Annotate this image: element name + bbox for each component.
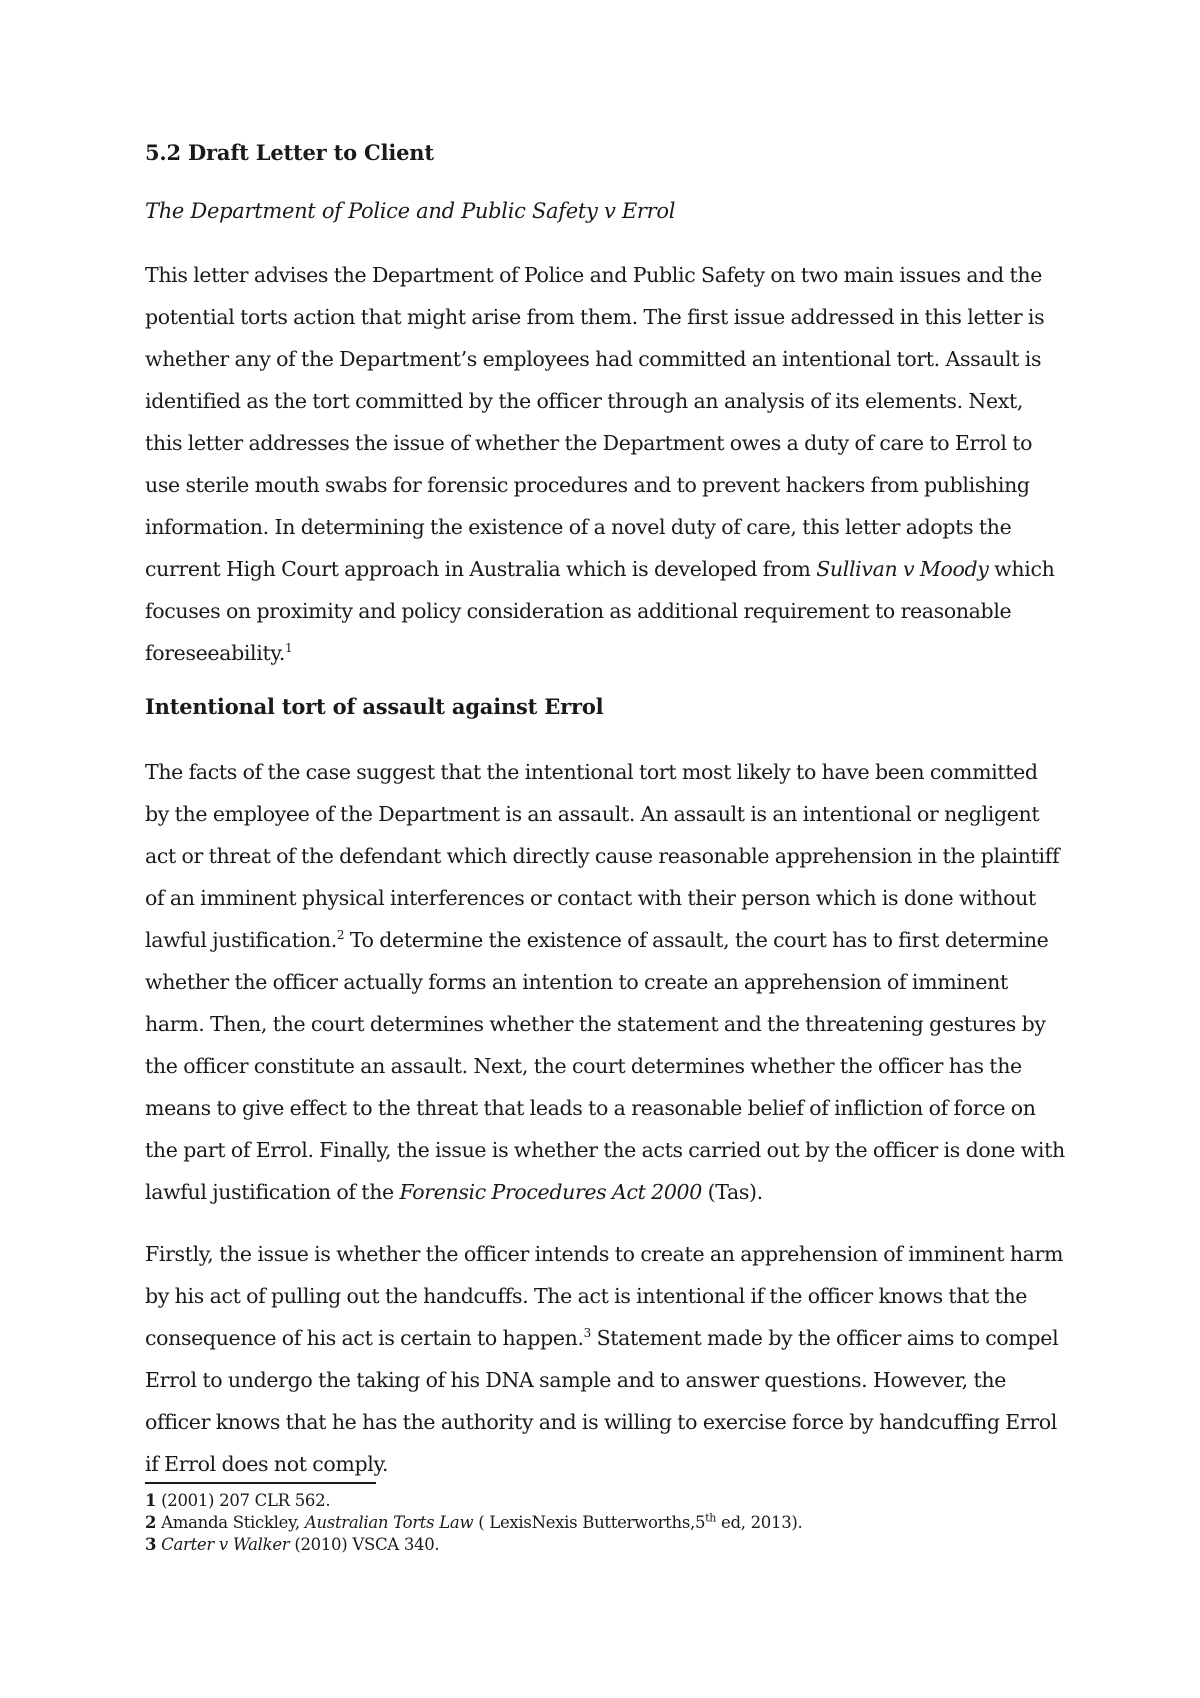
firstly-text-1: Firstly, the issue is whether the officer intends to create an apprehension of imminent harm by his act of pulling out the handcuffs. The act is intentional if the officer knows that the consequence of his act is certain to happen. — [145, 1242, 1064, 1350]
footnote-3 — [145, 1534, 1065, 1556]
footnote-text: (2001) 207 CLR 562. — [156, 1491, 331, 1510]
footnote-ref-2: 2 — [336, 928, 345, 943]
assault-text-2: To determine the existence of assault, the court has to first determine whether the officer actually forms an intention to create an apprehension of imminent harm. Then, the court determines whether the statement and the threatening gestures by the officer constitute an assault. Next, the court determines whether the officer has the means to give effect to the threat that leads to a reasonable belief of infliction of force on the part of Errol. Finally, the issue is whether the acts carried out by the officer is done with lawful justification of the — [145, 928, 1065, 1204]
footnote-ref-1: 1 — [285, 641, 293, 656]
firstly-text-2: Statement made by the officer aims to compel Errol to undergo the taking of his DNA sample and to answer questions. However, the officer knows that he has the authority and is willing to exercise force by handcuffing Errol if Errol does not comply. — [145, 1326, 1059, 1476]
footnote-number: 2 — [145, 1513, 157, 1532]
footnote-case-name: Carter v Walker — [161, 1535, 290, 1554]
document-subtitle: The Department of Police and Public Safety v Errol — [145, 199, 676, 223]
intro-text-2: which focuses on proximity and policy consideration as additional requirement to reasonable foreseeability. — [145, 557, 1055, 665]
footnote-text: (2010) VSCA 340. — [289, 1535, 440, 1554]
footnote-1 — [145, 1490, 1065, 1512]
footnote-number: 1 — [145, 1491, 157, 1510]
assault-paragraph — [145, 751, 1065, 1213]
firstly-paragraph — [145, 1233, 1065, 1485]
footnote-number: 3 — [145, 1535, 157, 1554]
act-name-forensic: Forensic Procedures Act 2000 — [399, 1180, 702, 1204]
assault-text-3: (Tas). — [701, 1180, 763, 1204]
assault-text-1: The facts of the case suggest that the intentional tort most likely to have been committed by the employee of the Department is an assault. An assault is an intentional or negligent act or threat of the defendant which directly cause reasonable apprehension in the plaintiff of an imminent physical interferences or contact with their person which is done without lawful justification. — [145, 760, 1060, 952]
document-title: 5.2 Draft Letter to Client — [145, 140, 434, 165]
footnote-divider — [145, 1482, 376, 1484]
case-name-sullivan: Sullivan v Moody — [816, 557, 989, 581]
footnote-book-title: Australian Torts Law — [304, 1513, 474, 1532]
footnote-text: ed, 2013). — [716, 1513, 803, 1532]
footnote-text: Amanda Stickley, — [156, 1513, 305, 1532]
intro-text-1: This letter advises the Department of Police and Public Safety on two main issues and the potential torts action that might arise from them. The first issue addressed in this letter is whether any of the Department’s employees had committed an intentional tort. Assault is identified as the tort committed by the officer through an analysis of its elements. Next, this letter addresses the issue of whether the Department owes a duty of care to Errol to use sterile mouth swabs for forensic procedures and to prevent hackers from publishing information. In determining the existence of a novel duty of care, this letter adopts the current High Court approach in Australia which is developed from — [145, 263, 1045, 581]
document-page — [145, 140, 1065, 1505]
section-heading-assault: Intentional tort of assault against Errol — [145, 694, 604, 719]
footnote-2 — [145, 1512, 1065, 1534]
intro-paragraph — [145, 254, 1065, 674]
footnote-superscript: th — [705, 1511, 717, 1525]
footnote-ref-3: 3 — [583, 1326, 591, 1341]
footnotes — [145, 1490, 1065, 1556]
footnote-text: ( LexisNexis Butterworths,5 — [473, 1513, 706, 1532]
